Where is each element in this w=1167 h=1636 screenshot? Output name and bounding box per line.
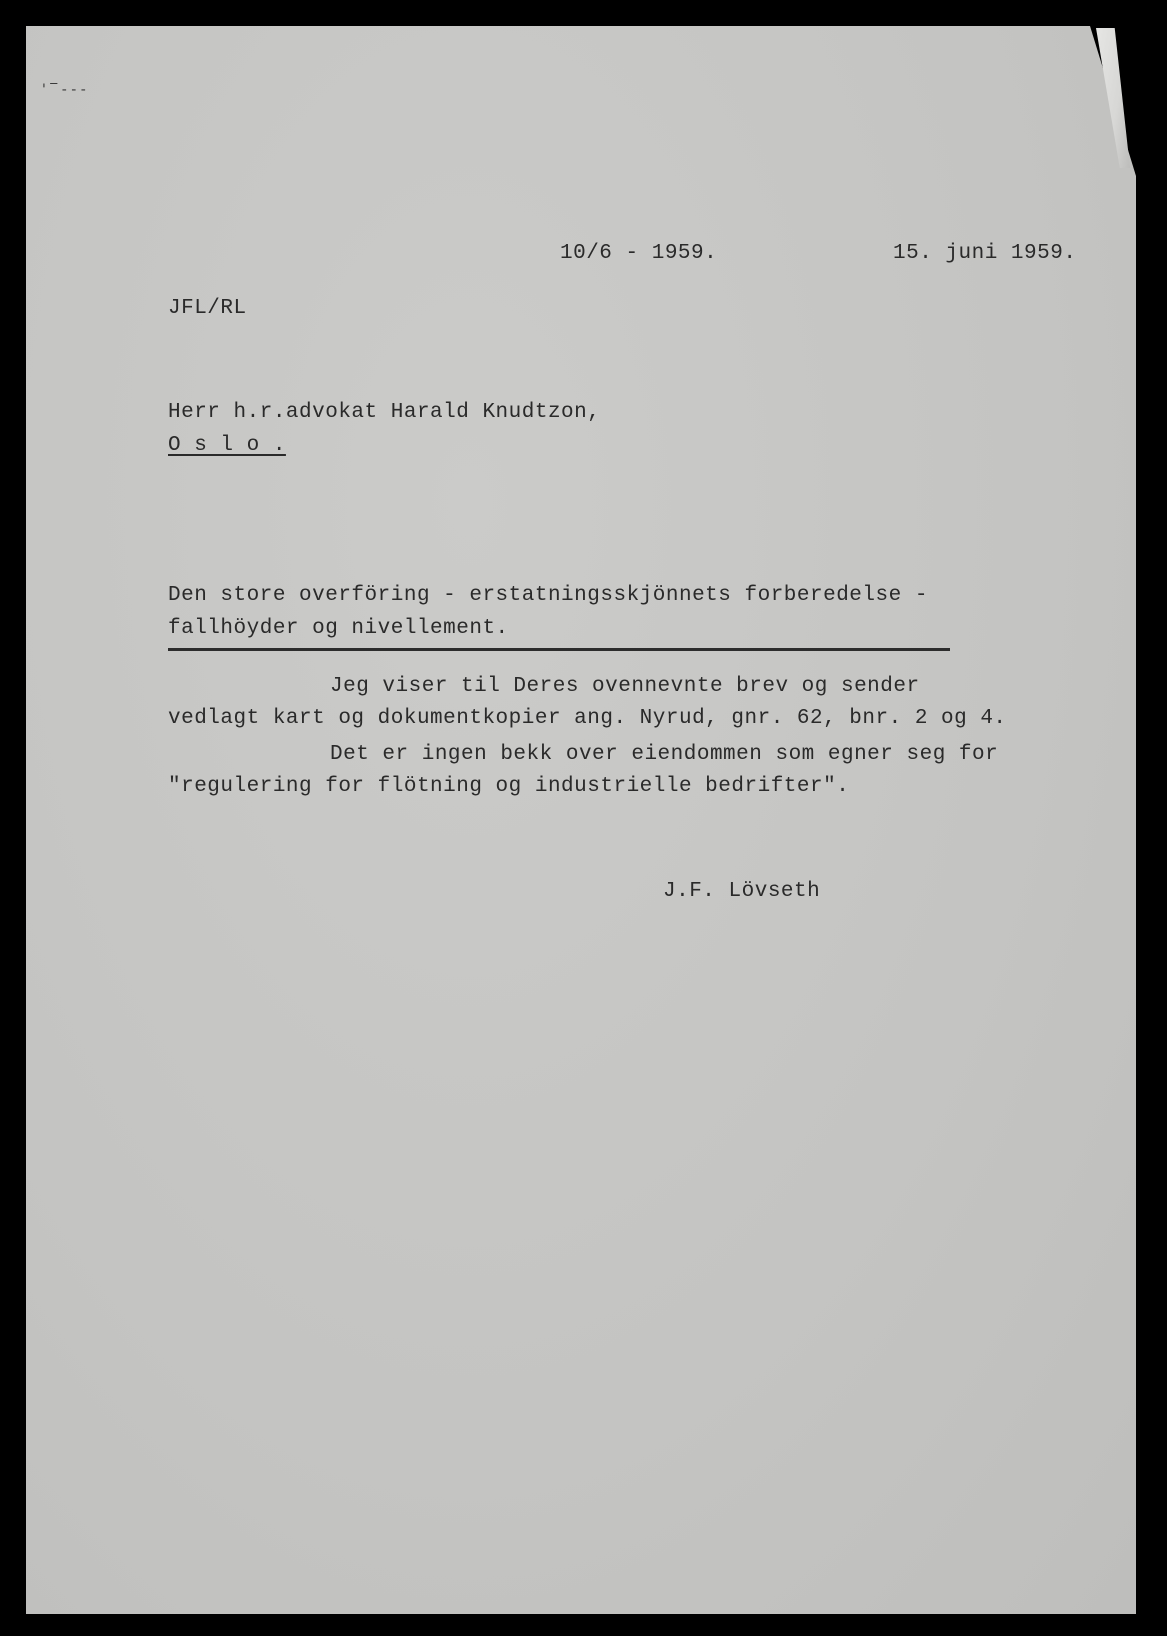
body-line-2: vedlagt kart og dokumentkopier ang. Nyrud, gnr. 62, bnr. 2 og 4. (168, 707, 1007, 730)
recipient: Herr h.r.advokat Harald Knudtzon, (168, 401, 601, 424)
corner-marks: ' ‾ ‐ ‑ - (42, 82, 86, 98)
subject-underline (168, 648, 950, 651)
recipient-city: O s l o . (168, 434, 286, 457)
letter-date: 15. juni 1959. (893, 242, 1077, 265)
body-line-3: Det er ingen bekk over eiendommen som egner seg for (330, 743, 999, 766)
initials: JFL/RL (168, 297, 247, 320)
subject-line-2: fallhöyder og nivellement. (168, 617, 509, 640)
body-line-4: "regulering for flötning og industrielle bedrifter". (168, 775, 850, 798)
reference-date: 10/6 - 1959. (560, 242, 718, 265)
subject-line-1: Den store overföring - erstatningsskjönnets forberedelse - (168, 584, 928, 607)
signature: J.F. Lövseth (663, 880, 821, 903)
body-line-1: Jeg viser til Deres ovennevnte brev og sender (330, 675, 920, 698)
